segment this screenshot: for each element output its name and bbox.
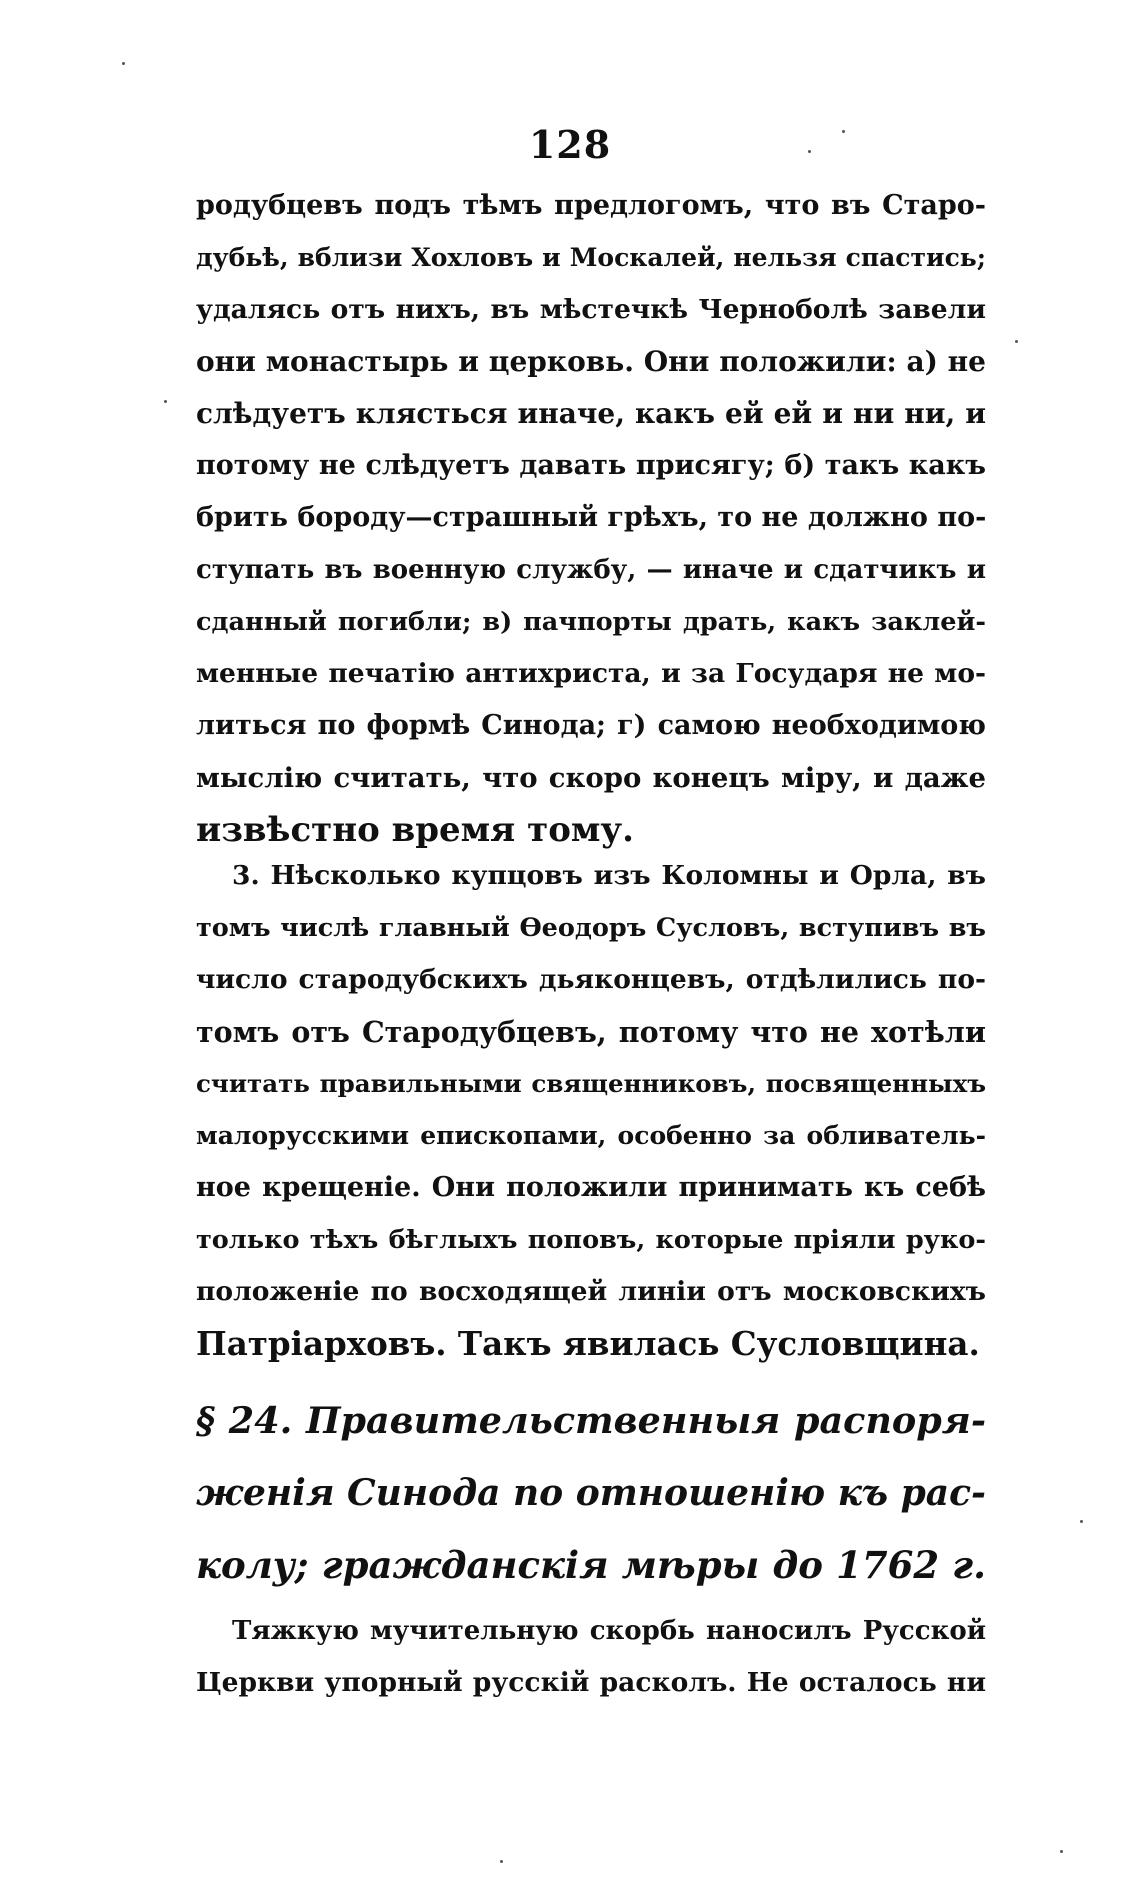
text-line: малорусскими епископами, особенно за обливатель-	[196, 1121, 986, 1150]
paragraph-2	[196, 850, 986, 1370]
text-line: положеніе по восходящей линіи отъ московскихъ	[196, 1276, 986, 1307]
text-line: литься по формѣ Синода; г) самою необходимою	[196, 710, 986, 741]
text-line: удалясь отъ нихъ, въ мѣстечкѣ Черноболѣ завели	[196, 294, 986, 325]
text-line: число стародубскихъ дьяконцевъ, отдѣлились по-	[196, 964, 986, 995]
scan-speck	[842, 130, 845, 133]
scan-speck	[500, 1860, 503, 1863]
scan-speck	[1015, 340, 1018, 343]
text-line: Тяжкую мучительную скорбь наносилъ Русской	[232, 1616, 986, 1646]
text-line: они монастырь и церковь. Они положили: а) не	[196, 345, 986, 378]
scan-speck	[808, 150, 811, 153]
text-line: брить бороду—страшный грѣхъ, то не должно по-	[196, 502, 987, 533]
text-line: Патріарховъ. Такъ явилась Сусловщина.	[196, 1324, 980, 1363]
section-heading	[196, 1385, 986, 1601]
text-line: мыслію считать, что скоро конецъ міру, и даже	[196, 762, 986, 794]
heading-line: колу; гражданскія мѣры до 1762 г.	[196, 1543, 986, 1587]
scan-speck	[122, 62, 125, 65]
scan-speck	[1080, 1520, 1083, 1523]
text-line: потому не слѣдуетъ давать присягу; б) такъ какъ	[196, 450, 986, 481]
text-line: извѣстно время тому.	[196, 810, 635, 850]
paragraph-3	[196, 1605, 986, 1709]
heading-line: женія Синода по отношенію къ рас-	[196, 1472, 986, 1514]
text-line: менные печатію антихриста, и за Государя не мо-	[196, 658, 986, 689]
text-line: Церкви упорный русскій расколъ. Не осталось ни	[196, 1667, 986, 1698]
text-line: ступать въ военную службу, — иначе и сдатчикъ и	[196, 555, 986, 585]
text-line: сданный погибли; в) пачпорты драть, какъ заклей-	[196, 607, 986, 637]
text-line: томъ отъ Стародубцевъ, потому что не хотѣли	[196, 1015, 986, 1049]
text-line: считать правильными священниковъ, посвященныхъ	[196, 1069, 986, 1098]
page-number: 128	[528, 122, 612, 167]
heading-line: § 24. Правительственныя распоря-	[196, 1399, 986, 1442]
text-line: дубьѣ, вблизи Хохловъ и Москалей, нельзя спастись;	[196, 243, 986, 272]
text-line: ное крещеніе. Они положили принимать къ себѣ	[196, 1172, 986, 1203]
text-line: томъ числѣ главный Ѳеодоръ Сусловъ, вступивъ въ	[196, 913, 986, 943]
text-line: слѣдуетъ клясться иначе, какъ ей ей и ни ни, и	[196, 397, 986, 430]
text-line: родубцевъ подъ тѣмъ предлогомъ, что въ Старо-	[196, 190, 986, 221]
paragraph-1	[196, 180, 986, 856]
text-line: только тѣхъ бѣглыхъ поповъ, которые пріяли руко-	[196, 1225, 986, 1255]
scan-speck	[164, 400, 167, 403]
text-line: 3. Нѣсколько купцовъ изъ Коломны и Орла, въ	[232, 860, 986, 891]
scan-speck	[1060, 1850, 1063, 1853]
